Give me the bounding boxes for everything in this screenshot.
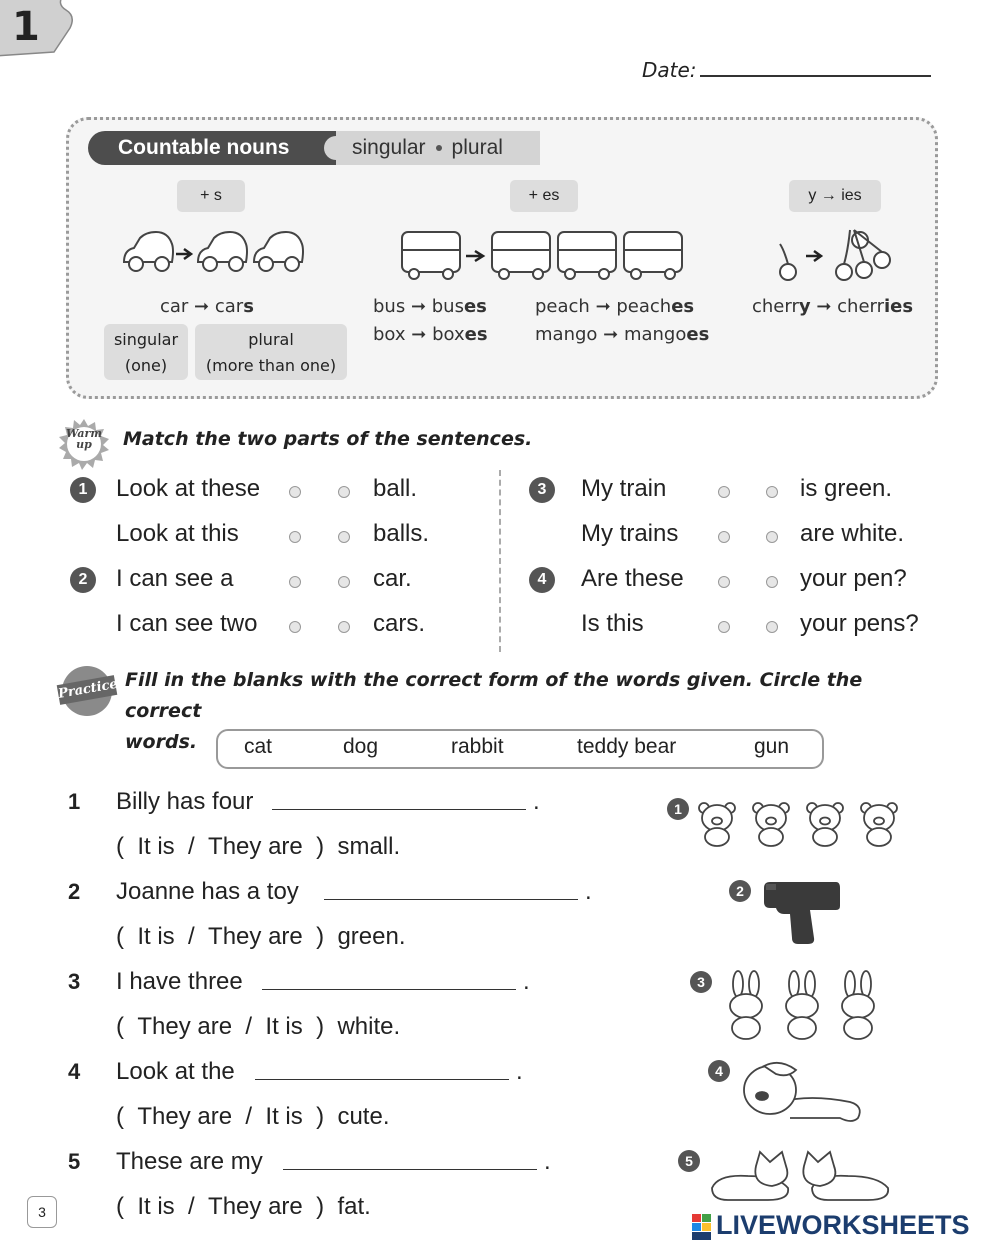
- rule-tag-s: + s: [177, 180, 245, 212]
- item-num-4: 4: [68, 1059, 81, 1084]
- cherries-illustration: [774, 222, 898, 284]
- picture-num-5: 5: [678, 1150, 700, 1172]
- subtitle-plural: plural: [451, 136, 503, 159]
- match-right-1b: balls.: [373, 520, 430, 547]
- match-dot[interactable]: [289, 621, 301, 633]
- example-box: box ➞ boxes: [373, 324, 488, 345]
- logo-mark-icon: [692, 1214, 712, 1240]
- label-singular: singular (one): [104, 324, 188, 380]
- unit-number: 1: [12, 4, 40, 50]
- match-dot[interactable]: [766, 576, 778, 588]
- rule-tag-es: + es: [510, 180, 578, 212]
- match-num-1: 1: [70, 477, 96, 503]
- match-dot[interactable]: [718, 531, 730, 543]
- match-right-1a: ball.: [373, 475, 418, 502]
- item-num-1: 1: [68, 789, 81, 814]
- toy-gun-illustration: [762, 880, 842, 946]
- match-left-4a: Are these: [581, 565, 684, 592]
- choice-1b[interactable]: They are: [208, 833, 303, 860]
- match-left-1a: Look at these: [116, 475, 261, 502]
- match-left-4b: Is this: [581, 610, 644, 637]
- choice-row-3: ( They are / It is ) white.: [116, 1013, 401, 1040]
- word-teddy-bear: teddy bear: [577, 735, 677, 758]
- match-dot[interactable]: [338, 621, 350, 633]
- choice-row-4: ( They are / It is ) cute.: [116, 1103, 390, 1130]
- match-right-2b: cars.: [373, 610, 426, 637]
- cats-illustration: [708, 1148, 894, 1204]
- example-peach: peach ➞ peaches: [535, 296, 695, 317]
- match-right-4b: your pens?: [800, 610, 919, 637]
- picture-num-1: 1: [667, 798, 689, 820]
- choice-1a[interactable]: It is: [137, 833, 175, 860]
- match-right-2a: car.: [373, 565, 412, 592]
- item-num-3: 3: [68, 969, 81, 994]
- choice-3a[interactable]: They are: [137, 1013, 233, 1040]
- item-num-5: 5: [68, 1149, 81, 1174]
- liveworksheets-logo: LIVEWORKSHEETS: [692, 1210, 970, 1241]
- label-plural: plural (more than one): [195, 324, 347, 380]
- item-end-5: .: [544, 1148, 551, 1175]
- match-dot[interactable]: [289, 531, 301, 543]
- word-gun: gun: [754, 735, 790, 758]
- choice-2a[interactable]: It is: [137, 923, 175, 950]
- choice-4a[interactable]: They are: [137, 1103, 233, 1130]
- grammar-title: Countable nouns: [88, 131, 338, 165]
- choice-row-2: ( It is / They are ) green.: [116, 923, 406, 950]
- subtitle-singular: singular: [352, 136, 426, 159]
- word-cat: cat: [244, 735, 273, 758]
- example-car: car ➞ cars: [160, 296, 254, 317]
- bullet-dot: [436, 145, 442, 151]
- choice-3b[interactable]: It is: [265, 1013, 303, 1040]
- item-text-4: Look at the: [116, 1058, 235, 1085]
- match-dot[interactable]: [766, 621, 778, 633]
- match-num-2: 2: [70, 567, 96, 593]
- grammar-subtitle: [336, 131, 540, 165]
- match-dot[interactable]: [718, 621, 730, 633]
- item-num-2: 2: [68, 879, 81, 904]
- match-dot[interactable]: [338, 486, 350, 498]
- item-end-1: .: [533, 788, 540, 815]
- match-left-3b: My trains: [581, 520, 679, 547]
- choice-5a[interactable]: It is: [137, 1193, 175, 1220]
- match-left-2b: I can see two: [116, 610, 258, 637]
- teddy-bears-illustration: [696, 800, 906, 848]
- match-left-3a: My train: [581, 475, 667, 502]
- warmup-badge-text: Warm up: [66, 427, 102, 451]
- match-dot[interactable]: [338, 531, 350, 543]
- item-end-4: .: [516, 1058, 523, 1085]
- example-cherry: cherry ➞ cherries: [752, 296, 914, 317]
- match-dot[interactable]: [766, 486, 778, 498]
- cars-illustration: [120, 228, 332, 276]
- column-divider: [499, 470, 501, 652]
- match-left-1b: Look at this: [116, 520, 239, 547]
- choice-row-1: ( It is / They are ) small.: [116, 833, 401, 860]
- item-end-3: .: [523, 968, 530, 995]
- choice-2b[interactable]: They are: [208, 923, 303, 950]
- blank-5[interactable]: [283, 1169, 537, 1170]
- blank-3[interactable]: [262, 989, 516, 990]
- word-box: [216, 729, 824, 769]
- match-dot[interactable]: [289, 486, 301, 498]
- match-num-3: 3: [529, 477, 555, 503]
- warmup-instruction: Match the two parts of the sentences.: [123, 428, 533, 450]
- dog-illustration: [740, 1060, 866, 1130]
- choice-row-5: ( It is / They are ) fat.: [116, 1193, 371, 1220]
- word-rabbit: rabbit: [451, 735, 504, 758]
- picture-num-4: 4: [708, 1060, 730, 1082]
- item-text-2: Joanne has a toy: [116, 878, 299, 905]
- match-left-2a: I can see a: [116, 565, 234, 592]
- match-dot[interactable]: [338, 576, 350, 588]
- choice-5b[interactable]: They are: [208, 1193, 303, 1220]
- match-dot[interactable]: [718, 576, 730, 588]
- rabbits-illustration: [722, 970, 886, 1042]
- item-text-3: I have three: [116, 968, 243, 995]
- item-text-5: These are my: [116, 1148, 263, 1175]
- match-right-3b: are white.: [800, 520, 905, 547]
- practice-badge-text: Practice: [57, 675, 118, 705]
- example-bus: bus ➞ buses: [373, 296, 487, 317]
- item-end-2: .: [585, 878, 592, 905]
- match-dot[interactable]: [289, 576, 301, 588]
- date-field[interactable]: [700, 75, 931, 77]
- match-right-3a: is green.: [800, 475, 893, 502]
- rule-tag-ies: y → ies: [789, 180, 881, 212]
- picture-num-3: 3: [690, 971, 712, 993]
- blank-2[interactable]: [324, 899, 578, 900]
- blank-1[interactable]: [272, 809, 526, 810]
- example-mango: mango ➞ mangoes: [535, 324, 710, 345]
- picture-num-2: 2: [729, 880, 751, 902]
- match-num-4: 4: [529, 567, 555, 593]
- match-dot[interactable]: [766, 531, 778, 543]
- choice-4b[interactable]: It is: [265, 1103, 303, 1130]
- page-number: 3: [27, 1196, 57, 1228]
- item-text-1: Billy has four: [116, 788, 254, 815]
- date-label: Date:: [642, 58, 697, 82]
- buses-illustration: [400, 228, 692, 280]
- word-dog: dog: [343, 735, 379, 758]
- practice-instruction: Fill in the blanks with the correct form of the words given. Circle the correct words.: [125, 669, 863, 753]
- blank-4[interactable]: [255, 1079, 509, 1080]
- match-dot[interactable]: [718, 486, 730, 498]
- match-right-4a: your pen?: [800, 565, 907, 592]
